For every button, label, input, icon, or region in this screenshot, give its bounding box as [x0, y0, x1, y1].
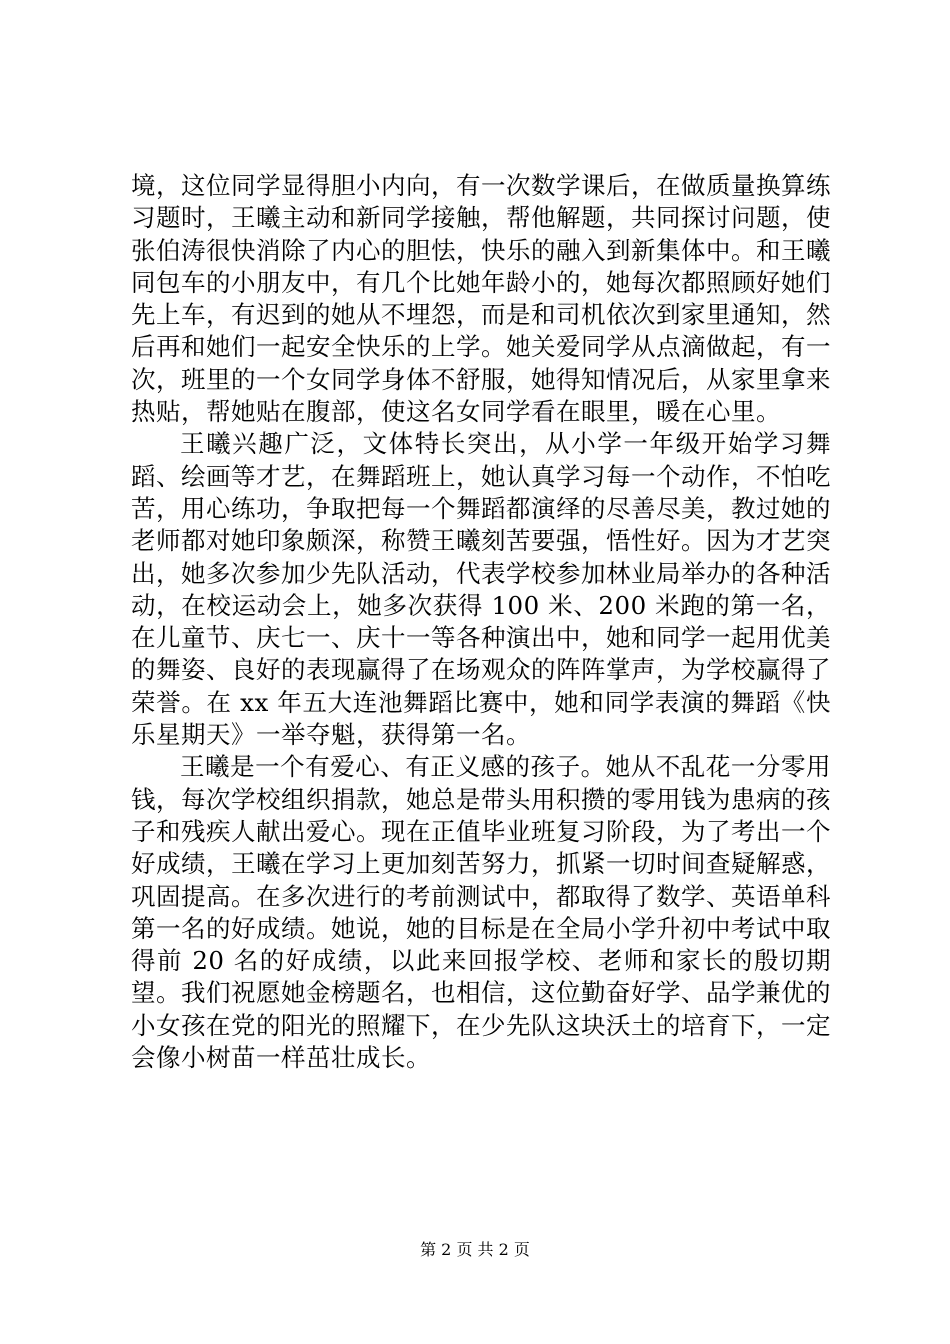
page-footer: 第 2 页 共 2 页	[420, 1240, 530, 1259]
paragraph-1: 境，这位同学显得胆小内向，有一次数学课后，在做质量换算练习题时，王曦主动和新同学接触，帮他解题，共同探讨问题，使张伯涛很快消除了内心的胆怯，快乐的融入到新集体中。和王曦同包车的小朋友中，有几个比她年龄小的，她每次都照顾好她们先上车，有迟到的她从不埋怨，而是和司机依次到家里通知，然后再和她们一起安全快乐的上学。她关爱同学从点滴做起，有一次，班里的一个女同学身体不舒服，她得知情况后，从家里拿来热贴，帮她贴在腹部，使这名女同学看在眼里，暖在心里。	[131, 171, 831, 427]
paragraph-2: 王曦兴趣广泛，文体特长突出，从小学一年级开始学习舞蹈、绘画等才艺，在舞蹈班上，她认真学习每一个动作，不怕吃苦，用心练功，争取把每一个舞蹈都演绎的尽善尽美，教过她的老师都对她印象颇深，称赞王曦刻苦要强，悟性好。因为才艺突出，她多次参加少先队活动，代表学校参加林业局举办的各种活动，在校运动会上，她多次获得 100 米、200 米跑的第一名，在儿童节、庆七一、庆十一等各种演出中，她和同学一起用优美的舞姿、良好的表现赢得了在场观众的阵阵掌声，为学校赢得了荣誉。在 xx 年五大连池舞蹈比赛中，她和同学表演的舞蹈《快乐星期天》一举夺魁，获得第一名。	[131, 429, 831, 750]
paragraph-3: 王曦是一个有爱心、有正义感的孩子。她从不乱花一分零用钱，每次学校组织捐款，她总是带头用积攒的零用钱为患病的孩子和残疾人献出爱心。现在正值毕业班复习阶段，为了考出一个好成绩，王曦在学习上更加刻苦努力，抓紧一切时间查疑解惑，巩固提高。在多次进行的考前测试中，都取得了数学、英语单科第一名的好成绩。她说，她的目标是在全局小学升初中考试中取得前 20 名的好成绩，以此来回报学校、老师和家长的殷切期望。我们祝愿她金榜题名，也相信，这位勤奋好学、品学兼优的小女孩在党的阳光的照耀下，在少先队这块沃土的培育下，一定会像小树苗一样茁壮成长。	[131, 752, 831, 1073]
document-body	[131, 170, 831, 1074]
